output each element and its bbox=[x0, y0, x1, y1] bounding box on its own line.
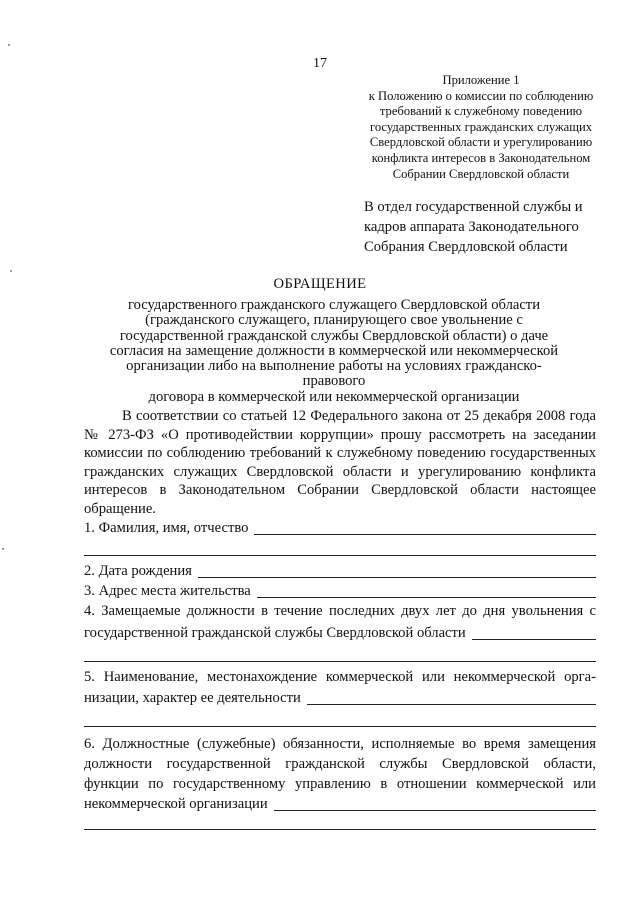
appendix-line: Собрании Свердловской области bbox=[392, 166, 570, 181]
field-birth-date-label: 2. Дата рождения bbox=[84, 563, 192, 579]
appendix-line: Свердловской области и урегулированию bbox=[369, 135, 593, 150]
blank-line[interactable] bbox=[84, 829, 596, 830]
blank-line[interactable] bbox=[84, 726, 596, 727]
addressee-block bbox=[364, 197, 624, 257]
address-input-line[interactable] bbox=[257, 582, 596, 598]
scan-speck bbox=[10, 270, 12, 272]
field-full-name[interactable] bbox=[84, 519, 596, 538]
duties-input-line[interactable] bbox=[274, 795, 596, 811]
field-positions-line1: 4. Замещаемые должности в течение последних двух лет до дня увольнения с bbox=[84, 603, 596, 619]
field-full-name-label: 1. Фамилия, имя, отчество bbox=[84, 520, 249, 536]
appendix-line: Приложение 1 bbox=[442, 73, 520, 87]
appendix-line: к Положению о комиссии по соблюдению bbox=[368, 88, 594, 103]
document-subtitle bbox=[108, 298, 560, 405]
field-duties-line2: должности государственной гражданской службы Свердловской области, bbox=[84, 756, 596, 772]
subtitle-line: государственной гражданской службы Свердловской области) о даче bbox=[119, 327, 549, 344]
field-duties-line3: функции по государственному управлению в отношении коммерческой или bbox=[84, 776, 596, 792]
subtitle-line: (гражданского служащего, планирующего свое увольнение с bbox=[145, 312, 523, 329]
field-address-label: 3. Адрес места жительства bbox=[84, 583, 251, 599]
addressee-line: кадров аппарата Законодательного bbox=[364, 219, 579, 235]
page-number: 17 bbox=[313, 56, 327, 71]
appendix-block bbox=[346, 73, 616, 182]
field-duties[interactable] bbox=[84, 795, 596, 814]
scan-speck bbox=[8, 44, 10, 46]
addressee-line: В отдел государственной службы и bbox=[364, 199, 583, 215]
positions-input-line[interactable] bbox=[472, 624, 596, 640]
document-title: ОБРАЩЕНИЕ bbox=[273, 276, 367, 292]
intro-paragraph: В соответствии со статьей 12 Федерального закона от 25 декабря 2008 года № 273-ФЗ «О противодействии коррупции» прошу рассмотреть на заседании комиссии по соблюдению требований к служебному поведению государственных гражданских служащих Свердловской области и урегулированию конфликта интересов в Законодательном Собрании Свердловской области настоящее обращение. bbox=[84, 408, 596, 517]
blank-line[interactable] bbox=[84, 661, 596, 662]
appendix-line: государственных гражданских служащих bbox=[369, 119, 593, 134]
subtitle-line: договора в коммерческой или некоммерческой организации bbox=[148, 388, 520, 405]
field-duties-line1: 6. Должностные (служебные) обязанности, исполняемые во время замещения bbox=[84, 736, 596, 752]
subtitle-line: согласия на замещение должности в коммерческой или некоммерческой bbox=[109, 342, 559, 359]
subtitle-line: организации либо на выполнение работы на условиях гражданско-правового bbox=[126, 358, 542, 390]
field-organization-line1: 5. Наименование, местонахождение коммерческой или некоммерческой орга- bbox=[84, 669, 596, 685]
field-birth-date[interactable] bbox=[84, 562, 596, 581]
field-organization-label: низации, характер ее деятельности bbox=[84, 690, 301, 706]
field-duties-label: некоммерческой организации bbox=[84, 796, 268, 812]
addressee-line: Собрания Свердловской области bbox=[364, 239, 568, 255]
organization-input-line[interactable] bbox=[307, 689, 596, 705]
full-name-input-line[interactable] bbox=[254, 519, 596, 535]
appendix-line: конфликта интересов в Законодательном bbox=[371, 150, 591, 165]
birth-date-input-line[interactable] bbox=[198, 562, 596, 578]
field-organization[interactable] bbox=[84, 689, 596, 708]
field-positions[interactable] bbox=[84, 624, 596, 643]
field-address[interactable] bbox=[84, 582, 596, 601]
field-positions-label: государственной гражданской службы Свердловской области bbox=[84, 625, 466, 641]
subtitle-line: государственного гражданского служащего Свердловской области bbox=[127, 297, 540, 313]
blank-line[interactable] bbox=[84, 555, 596, 556]
appendix-line: требований к служебному поведению bbox=[379, 104, 583, 119]
scan-speck bbox=[2, 548, 4, 550]
